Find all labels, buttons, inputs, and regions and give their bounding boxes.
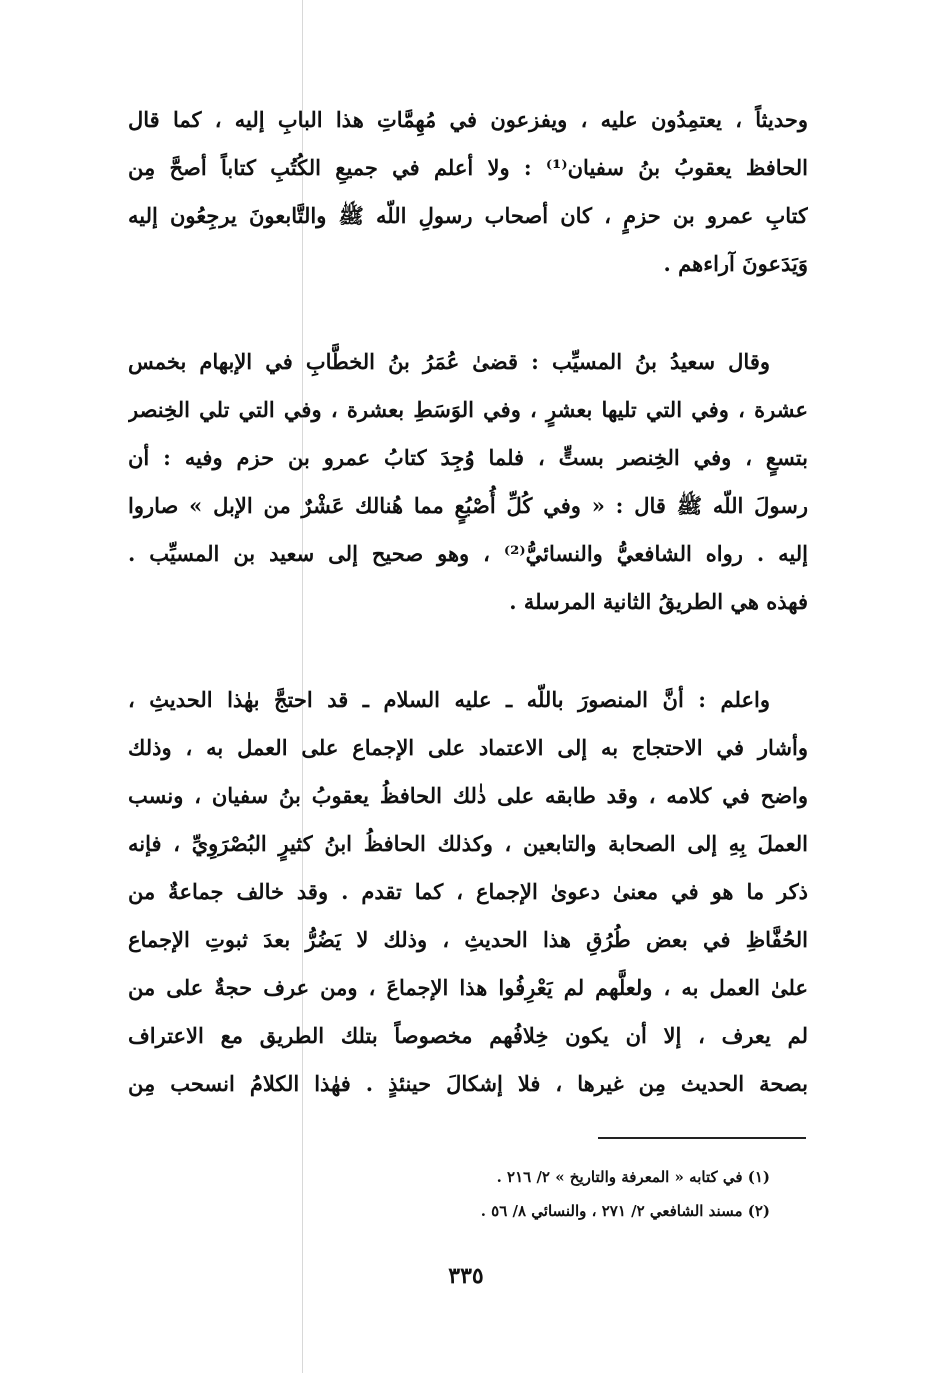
text-line: لم يعرف ، إلا أن يكون خِلافُهم مخصوصاً بتلك الطريق مع الاعتراف <box>128 1023 808 1048</box>
text-line: بتسعٍ ، وفي الخِنصر بستٍّ ، فلما وُجِدَ كتابُ عمرو بن حزم وفيه : أن <box>128 445 808 470</box>
text-line: الحُفَّاظِ في بعض طُرُقِ هذا الحديثِ ، وذلك لا يَضُرُّ بعدَ ثبوتِ الإجماع <box>128 927 808 952</box>
text-line: واعلم : أنَّ المنصورَ باللّه ـ عليه السلام ـ قد احتجَّ بهٰذا الحديثِ ، <box>128 687 770 712</box>
text-line: العملَ بِهِ إلى الصحابة والتابعين ، وكذلك الحافظُ ابنُ كثيرٍ البُصْرَوِيِّ ، فإنه <box>128 831 808 856</box>
text-line: الحافظ يعقوبُ بنُ سفيان⁽¹⁾ : ولا أعلم في جميعِ الكُتُبِ كتاباً أصحَّ مِن <box>128 155 808 180</box>
text-line: عشرة ، وفي التي تليها بعشرٍ ، وفي الوَسَطِ بعشرة ، وفي التي تلي الخِنصر <box>128 397 808 422</box>
footnote-separator <box>598 1137 806 1139</box>
paragraph-3 <box>128 676 808 1108</box>
page-number: ٣٣٥ <box>448 1263 484 1289</box>
text-line: واضح في كلامه ، وقد طابقه على ذٰلك الحافظُ يعقوبُ بنُ سفيان ، ونسب <box>128 783 808 808</box>
text-line: وحديثاً ، يعتمِدُون عليه ، ويفزعون في مُهِمَّاتِ هذا البابِ إليه ، كما قال <box>128 107 808 132</box>
text-line: وقال سعيدُ بنُ المسيِّب : قضىٰ عُمَرُ بنُ الخطَّابِ في الإبهام بخمس <box>128 349 770 374</box>
text-line: رسولَ اللّه ﷺ قال : « وفي كُلِّ أُصْبُعٍ مما هُنالك عَشْرٌ من الإبل » صاروا <box>128 493 808 518</box>
text-line: إليه . رواه الشافعيُّ والنسائيُّ⁽²⁾ ، وهو صحيح إلى سعيد بن المسيِّب . <box>128 541 808 566</box>
text-line: ذكر ما هو في معنىٰ دعوىٰ الإجماع ، كما تقدم . وقد خالف جماعةٌ من <box>128 879 808 904</box>
text-line: وأشار في الاحتجاج به إلى الاعتماد على الإجماع على العمل به ، وذلك <box>128 735 808 760</box>
text-line: وَيَدَعونَ آراءهم . <box>663 251 808 276</box>
text-line: بصحة الحديث مِن غيرها ، فلا إشكالَ حينئذٍ . فهٰذا الكلامُ انسحب مِن <box>128 1071 808 1096</box>
paragraph-2 <box>128 338 808 626</box>
footnote-2: (٢) مسند الشافعي ٢/ ٢٧١ ، والنسائي ٨/ ٥٦ . <box>480 1202 770 1220</box>
text-line: فهذه هي الطريقُ الثانية المرسلة . <box>509 589 808 614</box>
paragraph-1 <box>128 96 808 288</box>
text-line: كتابِ عمرو بن حزمٍ ، كان أصحاب رسولِ اللّه ﷺ والتَّابعونَ يرجِعُون إليه <box>128 203 808 228</box>
text-line: علىٰ العمل به ، ولعلَّهم لم يَعْرِفُوا هذا الإجماعَ ، ومن عرف حجةٌ على من <box>128 975 808 1000</box>
footnote-1: (١) في كتابه « المعرفة والتاريخ » ٢/ ٢١٦ . <box>496 1168 770 1186</box>
footnotes <box>300 1160 770 1228</box>
